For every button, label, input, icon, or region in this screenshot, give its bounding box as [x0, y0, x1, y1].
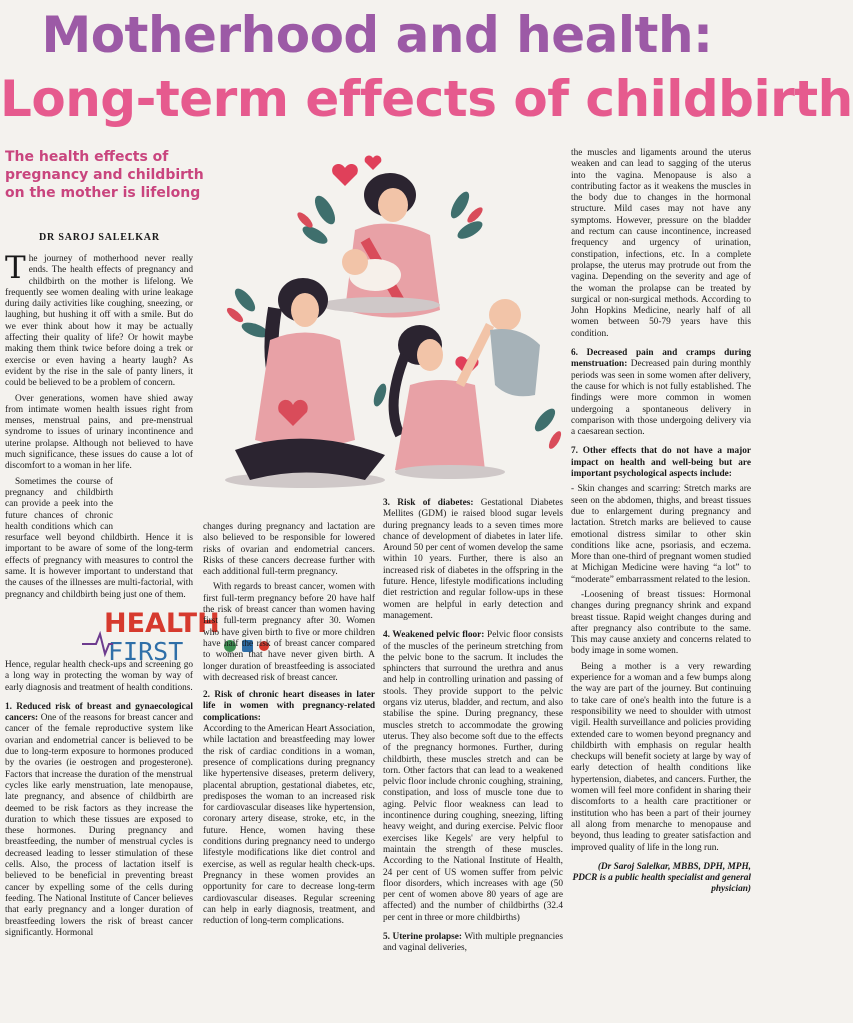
- byline: DR SAROJ SALELKAR: [39, 232, 160, 243]
- paragraph: the muscles and ligaments around the uterus weaken and can lead to sagging of the uterus into the vagina. Menopause is also a contributing factor as it weakens the muscles in the body due to changes in the hormonal structure. Mild cases may not have any symptoms. However, pressure on the bladder and rectum can cause incontinence, increased frequency and urgency of urination, constipation, infections, etc. In a complete prolapse, the uterus may protrude out from the vagina. Depending on the severity and age of the woman the prolapse can be treated by surgical or non-surgical methods. According to John Hopkins Medicine, nearly half of all women between 50-79 years have this condition.: [571, 148, 751, 339]
- section-6-heading: 6. Decreased pain and cramps during menstruation:: [571, 348, 751, 370]
- section-4: 4. Weakened pelvic floor: Pelvic floor consists of the muscles of the perineum stretching from the pelvic bone to the sacrum. It includes the sphincters that surround the urethra and anus and help in controlling urination and passing of stools. They provide support to the pelvic organs viz uterus, bladder, and rectum, and also stabilise the spine. During pregnancy, these muscles stretch to accommodate the growing uterus. They also become soft due to the effects of the pregnancy hormones. Further, during childbirth, these muscles stretch and can be torn. Other factors that can lead to a weakened pelvic floor include chronic coughing, straining, constipation, and loss of muscle tone due to aging. Pelvic floor weakness can lead to incontinence during coughing, sneezing, lifting heavy weight, and during exercise. Pelvic floor exercises like Kegels' are very helpful to maintain the strength of these muscles. According to the National Institute of Health, 24 per cent of US women suffer from pelvic floor disorders, which increases with age (50 per cent of women above 80 years of age are affected) and the number of childbirths (32.4 per cent in three or more childbirths): [383, 630, 564, 923]
- section-4-heading: 4. Weakened pelvic floor:: [383, 630, 485, 641]
- drop-cap: T: [5, 250, 26, 286]
- section-2: 2. Risk of chronic heart diseases in later life in women with pregnancy-related complications: According to the American Heart Association, while lactation and breastfeeding may lower the risk of cardiac conditions in a woman, presence of complications during pregnancy like hypertensive diseases, preterm delivery, placental abruption, gestational diabetes, etc, predisposes the woman to an increased risk for cardiovascular diseases like hypertension, coronary artery disease, stroke, etc, in the future. Hence, women having these conditions during pregnancy need to undergo lifestyle modifications like diet control and exercise, as well as regular health check-ups. Pregnancy in these women provides an opportunity for care to decrease long-term cardiovascular diseases. Regular screening can help in early diagnosis, treatment, and reduction of long-term complications.: [203, 690, 375, 927]
- section-5-heading: 5. Uterine prolapse:: [383, 931, 462, 942]
- subheadline: The health effects of pregnancy and childbirth on the mother is lifelong: [5, 149, 204, 201]
- mother-breastfeeding-figure: [320, 173, 440, 318]
- motherhood-illustration: [205, 150, 567, 488]
- logo-word-2: FIRST: [108, 637, 184, 666]
- logo-word-1: HEALTH: [104, 608, 220, 639]
- article-column-1-bottom: [5, 660, 193, 1023]
- section-1: 1. Reduced risk of breast and gynaecological cancers: One of the reasons for breast cancer and cancer of the female reproductive system like ovarian and endometrial cancer is believed to be due to long-term exposure to hormones produced by the ovaries (ie oestrogen and progesterone). Factors that increase the duration of the menstrual cycles like early menstruation, late menopause, late pregnancy, and absence of childbirth are deemed to be risk factors as they increase the duration to which these tissues are exposed to these hormones. During pregnancy and breastfeeding, the number of menstrual cycles is decreased leading to lesser stimulation of these cells. Also, the process of lactation itself is believed to be beneficial in preventing breast cancer by expelling some of the cells during feeding. The National Institute of Cancer believes that early pregnancy and a longer duration of breastfeeding lowers the risk of breast cancer significantly. Hormonal: [5, 701, 193, 938]
- article-column-3: [383, 498, 563, 1023]
- article-column-2: [203, 522, 375, 1022]
- article-column-1-top: [5, 250, 193, 658]
- logo-space: [113, 477, 193, 533]
- paragraph: Over generations, women have shied away from intimate women health issues right from menses, menstrual pains, and pre-menstrual syndrome to issues of urinary incontinence and uterine prolapse. Although not believed to have much significance, these issues do cause a lot of discomfort to a woman in her life.: [5, 393, 193, 472]
- headline-line-1: Motherhood and health:: [41, 6, 713, 64]
- paragraph: Sometimes the course of pregnancy and childbirth can provide a peek into the future chances of chronic health conditions which can resurface well beyond childbirth. Hence it is important to be aware of some of the long-term effects of pregnancy with measures to control the same. It is however important to understand that the causes of the illnesses are multi-factorial, with pregnancy and childbirth being just one of them.: [5, 476, 193, 600]
- paragraph: With regards to breast cancer, women with first full-term pregnancy before 20 have half the risk of breast cancer than women having first full-term pregnancy after 30. Women who have given birth to five or more children have half the risk of breast cancer compared to women that have never given birth. A longer duration of breastfeeding is associated with decreased risk of breast cancer.: [203, 582, 375, 683]
- paragraph-skin-changes: - Skin changes and scarring: Stretch marks are seen on the abdomen, thighs, and breast tissues due to enlargement during pregnancy and lactation. Stretch marks are believed to cause emotional distress similar to other skin conditions like acne, psoriasis, and eczema. More than one-third of pregnant women studied at Michigan Medicine were having “a lot” to “moderate” embarrassment related to the lesion.: [571, 484, 751, 585]
- article-column-4: [571, 148, 751, 1023]
- section-3-heading: 3. Risk of diabetes:: [383, 498, 474, 508]
- paragraph: Hence, regular health check-ups and screening go a long way in protecting the woman by way of early diagnosis and treatment of health conditions.: [5, 660, 193, 693]
- section-5: 5. Uterine prolapse: With multiple pregnancies and vaginal deliveries,: [383, 931, 563, 954]
- intro-paragraph: The journey of motherhood never really ends. The health effects of pregnancy and childbirth on the mother is lifelong. We frequently see women dealing with urine leakage during daily activities like coughing, sneezing, or laughing, but hushing it off with a smile. But do we ever think about how it may be actually affecting their quality of life? Or howit maybe making them think twice before doing a trek or exercise or even having a hearty laugh? As evident by the rise in the sale of panty liners, it could be believed to be a problem of concern.: [5, 250, 193, 389]
- author-signature: (Dr Saroj Salelkar, MBBS, DPH, MPH, PDCR is a public health specialist and general physician): [572, 861, 751, 895]
- headline-line-2: Long-term effects of childbirth: [0, 70, 853, 128]
- section-3: 3. Risk of diabetes: Gestational Diabetes Mellites (GDM) ie raised blood sugar levels during pregnancy leads to a seven times more chance of development of diabetes in later life. Around 50 per cent of women develop the same within 10 years. Further, there is also an increased risk of diabetes in the offspring in the future. Hence, lifestyle modifications including diet restriction and regular follow-ups in these women are helpful in early detection and management.: [383, 498, 563, 621]
- section-1-heading: 1. Reduced risk of breast and gynaecological cancers:: [5, 701, 193, 724]
- closing-paragraph: Being a mother is a very rewarding experience for a woman and a few bumps along the way are part of the journey. But continuing to take care of one's health into the future is a responsibility we need to shoulder with utmost vigil. Health surveillance and policies providing extended care to women beyond pregnancy and childbirth with emphasis on regular health checkups will benefit society at large by way of early detection of health conditions like hypertension, diabetes, and cancers. Further, the women will feel more confident in sharing their discomforts to a health care practitioner or institution who has been a part of their journey all along from menarche to menopause and beyond, thus leading to greater satisfaction and improved quality of life in the long run.: [571, 661, 751, 853]
- mother-lifting-baby-figure: [394, 299, 540, 479]
- paragraph-breast-tissue: -Loosening of breast tissues: Hormonal changes during pregnancy shrink and expand breast tissue. Rapid weight changes during and after pregnancy also contribute to the same. This may cause anxiety and concerns related to body image in some women.: [571, 589, 751, 657]
- section-2-heading: 2. Risk of chronic heart diseases in later life in women with pregnancy-related complications:: [203, 690, 375, 723]
- paragraph: changes during pregnancy and lactation are also believed to be responsible for lowered risks of ovarian and endometrial cancers. Risks of these cancers decrease further with each additional full-term pregnancy.: [203, 522, 375, 578]
- section-7-heading: 7. Other effects that do not have a major impact on health and well-being but are important psychological aspects include:: [571, 446, 751, 480]
- section-6: 6. Decreased pain and cramps during menstruation: Decreased pain during monthly periods was seen in some women after delivery, the cause for which is not fully established. The findings were more common in women undergoing a spontaneous delivery in comparison with those undergoing delivery via a caesarean section.: [571, 348, 752, 438]
